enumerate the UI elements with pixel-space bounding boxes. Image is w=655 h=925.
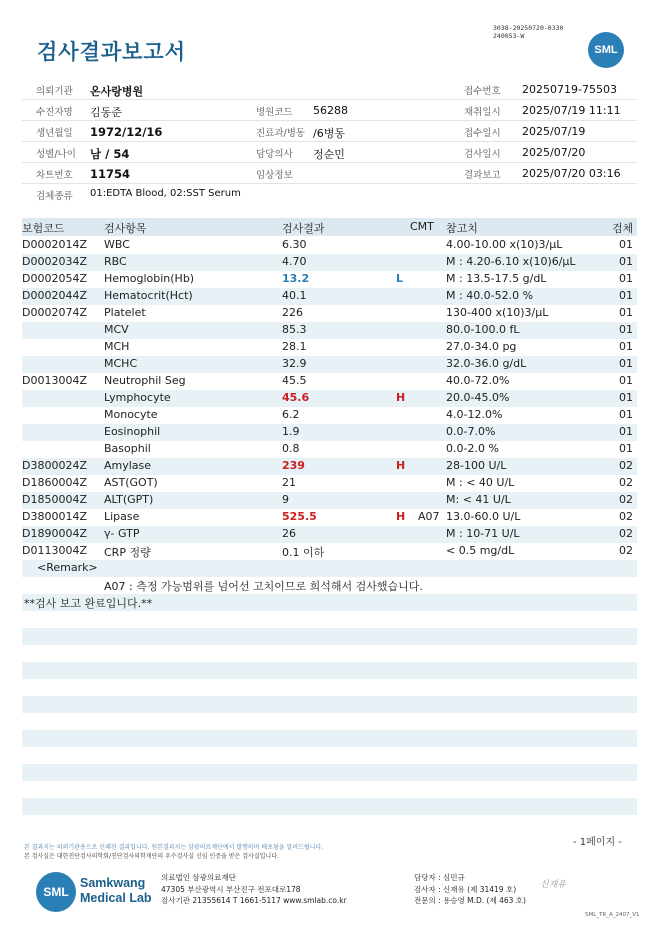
footer-address: 의료법인 삼광의료재단 47305 부산광역시 부산진구 전포대로178 검사기관 21355614 T 1661-5117 www.smlab.co.kr (161, 873, 347, 905)
cell-specimen: 01 (619, 408, 633, 421)
cell-test-name: Basophil (104, 442, 151, 455)
report-datetime: 2025/07/20 03:16 (522, 167, 621, 180)
cell-reference: 0.0-2.0 % (446, 442, 499, 455)
cell-flag: H (396, 459, 406, 472)
footer-staff: 담당자 : 심민규 검사자 : 신재유 (제 31419 호) 전문의 : 용승영 M.D. (제 463 호) (414, 873, 526, 905)
cell-flag: H (396, 391, 406, 404)
col-result: 검사결과 (282, 222, 325, 235)
cell-reference: < 0.5 mg/dL (446, 544, 515, 557)
table-row (22, 305, 637, 322)
department-ward: /6병동 (313, 127, 345, 140)
cell-test-name: CRP 정량 (104, 546, 151, 559)
report-title: 검사결과보고서 (37, 40, 187, 64)
cell-specimen: 01 (619, 425, 633, 438)
cell-result: 525.5 (282, 510, 317, 523)
table-row (22, 254, 637, 271)
cell-reference: M : < 40 U/L (446, 476, 515, 489)
cell-cmt: A07 (418, 510, 440, 523)
cell-test-name: Hemoglobin(Hb) (104, 272, 195, 285)
remark-a07: A07 : 측정 가능범위를 넘어선 고치이므로 희석해서 검사했습니다. (104, 580, 423, 593)
report-complete-text: **검사 보고 완료입니다.** (24, 597, 153, 610)
doctor-name: 정순민 (313, 148, 345, 161)
hospital-code: 56288 (313, 104, 348, 117)
cell-code: D0113004Z (22, 544, 87, 557)
cell-code: D0013004Z (22, 374, 87, 387)
table-row (22, 288, 637, 305)
cell-test-name: ALT(GPT) (104, 493, 154, 506)
table-row (22, 237, 637, 254)
info-row-dob: 생년월일 1972/12/16 진료과/병동 /6병동 접수일시 2025/07/19 (22, 121, 637, 142)
test-date: 2025/07/20 (522, 146, 586, 159)
cell-result: 85.3 (282, 323, 307, 336)
patient-name: 김동준 (90, 106, 122, 119)
blank-row (22, 747, 637, 764)
cell-code: D0002034Z (22, 255, 87, 268)
cell-reference: 80.0-100.0 fL (446, 323, 520, 336)
cell-result: 0.1 이하 (282, 546, 325, 559)
cell-result: 1.9 (282, 425, 300, 438)
form-code: SML_TR_A_2407_V1 (585, 912, 640, 918)
cell-test-name: γ- GTP (104, 527, 140, 540)
cell-test-name: Platelet (104, 306, 146, 319)
cell-code: D1890004Z (22, 527, 87, 540)
blank-row (22, 764, 637, 781)
hospital-name: 온사랑병원 (90, 85, 144, 98)
remark-title: <Remark> (37, 561, 98, 574)
table-row (22, 441, 637, 458)
cell-test-name: AST(GOT) (104, 476, 158, 489)
cell-specimen: 01 (619, 442, 633, 455)
cell-reference: 13.0-60.0 U/L (446, 510, 521, 523)
blank-row (22, 730, 637, 747)
table-row (22, 424, 637, 441)
cell-result: 239 (282, 459, 305, 472)
col-reference: 참고치 (446, 222, 478, 235)
blank-row (22, 781, 637, 798)
cell-specimen: 02 (619, 459, 633, 472)
cell-code: D0002044Z (22, 289, 87, 302)
cell-reference: M : 13.5-17.5 g/dL (446, 272, 547, 285)
cell-code: D0002074Z (22, 306, 87, 319)
cell-specimen: 02 (619, 510, 633, 523)
cell-test-name: Neutrophil Seg (104, 374, 186, 387)
cell-specimen: 02 (619, 527, 633, 540)
cell-reference: 0.0-7.0% (446, 425, 496, 438)
blank-row (22, 679, 637, 696)
table-row (22, 509, 637, 526)
table-row (22, 526, 637, 543)
blank-row (22, 696, 637, 713)
table-row (22, 492, 637, 509)
cell-result: 226 (282, 306, 303, 319)
sml-logo-icon: SML (588, 32, 624, 68)
blank-row (22, 713, 637, 730)
cell-specimen: 01 (619, 323, 633, 336)
cell-result: 32.9 (282, 357, 307, 370)
disclaimer-certified: 본 검사실은 대한진단검사의학회/진단검사의학재단의 우수검사실 신임 인증을 받은 검사실입니다. (24, 853, 279, 860)
cell-flag: H (396, 510, 406, 523)
table-row (22, 407, 637, 424)
cell-code: D3800014Z (22, 510, 87, 523)
cell-code: D1850004Z (22, 493, 87, 506)
collect-datetime: 2025/07/19 11:11 (522, 104, 621, 117)
info-row-specimen: 검체종류 01:EDTA Blood, 02:SST Serum (36, 188, 241, 202)
blank-row (22, 645, 637, 662)
cell-test-name: Amylase (104, 459, 152, 472)
col-code: 보험코드 (22, 222, 65, 235)
cell-reference: 4.0-12.0% (446, 408, 503, 421)
cell-reference: M : 40.0-52.0 % (446, 289, 534, 302)
cell-result: 13.2 (282, 272, 310, 285)
samkwang-logo-icon: SML (36, 872, 76, 912)
results-table-header (22, 218, 637, 236)
cell-specimen: 01 (619, 374, 633, 387)
cell-test-name: MCV (104, 323, 129, 336)
info-row-name: 수진자명 김동준 병원코드 56288 채취일시 2025/07/19 11:11 (22, 100, 637, 121)
cell-reference: 28-100 U/L (446, 459, 507, 472)
cell-result: 28.1 (282, 340, 307, 353)
page-number: - 1페이지 - (573, 837, 622, 848)
table-row (22, 543, 637, 560)
cell-reference: 32.0-36.0 g/dL (446, 357, 527, 370)
col-test-name: 검사항목 (104, 222, 147, 235)
blank-row (22, 628, 637, 645)
examiner-signature: 신재유 (540, 880, 567, 890)
cell-test-name: WBC (104, 238, 130, 251)
cell-result: 21 (282, 476, 296, 489)
cell-specimen: 01 (619, 238, 633, 251)
cell-specimen: 02 (619, 544, 633, 557)
blank-row (22, 798, 637, 815)
info-row-hospital: 의뢰기관 온사랑병원 접수번호 20250719-75503 (22, 79, 637, 100)
cell-code: D0002014Z (22, 238, 87, 251)
cell-code: D0002054Z (22, 272, 87, 285)
cell-reference: 27.0-34.0 pg (446, 340, 517, 353)
table-row (22, 458, 637, 475)
receipt-number: 20250719-75503 (522, 83, 617, 96)
cell-result: 0.8 (282, 442, 300, 455)
info-row-sex: 성별/나이 남 / 54 담당의사 정순민 검사일시 2025/07/20 (22, 142, 637, 163)
cell-specimen: 01 (619, 357, 633, 370)
cell-result: 40.1 (282, 289, 307, 302)
table-row (22, 271, 637, 288)
footer-brand: Samkwang Medical Lab (80, 876, 152, 905)
cell-test-name: RBC (104, 255, 127, 268)
cell-specimen: 01 (619, 306, 633, 319)
chart-number: 11754 (90, 167, 131, 181)
cell-test-name: Lipase (104, 510, 140, 523)
cell-code: D3800024Z (22, 459, 87, 472)
cell-result: 26 (282, 527, 296, 540)
specimen-types: 01:EDTA Blood, 02:SST Serum (90, 188, 241, 199)
cell-reference: M: < 41 U/L (446, 493, 511, 506)
blank-row (22, 560, 637, 577)
cell-test-name: MCHC (104, 357, 138, 370)
cell-reference: 20.0-45.0% (446, 391, 510, 404)
birth-date: 1972/12/16 (90, 125, 163, 139)
cell-flag: L (396, 272, 404, 285)
cell-specimen: 01 (619, 391, 633, 404)
cell-result: 45.6 (282, 391, 310, 404)
received-date: 2025/07/19 (522, 125, 586, 138)
sex-age: 남 / 54 (90, 147, 130, 161)
table-row (22, 339, 637, 356)
cell-test-name: Lymphocyte (104, 391, 171, 404)
table-row (22, 322, 637, 339)
cell-reference: 4.00-10.00 x(10)3/μL (446, 238, 563, 251)
cell-specimen: 01 (619, 340, 633, 353)
cell-specimen: 01 (619, 289, 633, 302)
cell-reference: M : 10-71 U/L (446, 527, 520, 540)
cell-specimen: 02 (619, 493, 633, 506)
cell-code: D1860004Z (22, 476, 87, 489)
cell-result: 9 (282, 493, 289, 506)
cell-specimen: 02 (619, 476, 633, 489)
cell-test-name: MCH (104, 340, 130, 353)
cell-test-name: Eosinophil (104, 425, 161, 438)
cell-reference: 40.0-72.0% (446, 374, 510, 387)
blank-row (22, 611, 637, 628)
cell-result: 4.70 (282, 255, 307, 268)
disclaimer-original: 본 결과지는 의뢰기관용으로 인쇄된 결과입니다. 원본결과지는 삼광의료재단에서 발행하며 배포됨을 알려드립니다. (24, 844, 324, 851)
cell-specimen: 01 (619, 272, 633, 285)
blank-row (22, 662, 637, 679)
cell-test-name: Monocyte (104, 408, 158, 421)
table-row (22, 373, 637, 390)
col-specimen: 검체 (612, 222, 634, 235)
cell-result: 6.2 (282, 408, 300, 421)
cell-specimen: 01 (619, 255, 633, 268)
cell-result: 45.5 (282, 374, 307, 387)
cell-reference: M : 4.20-6.10 x(10)6/μL (446, 255, 576, 268)
cell-result: 6.30 (282, 238, 307, 251)
cell-reference: 130-400 x(10)3/μL (446, 306, 549, 319)
cell-test-name: Hematocrit(Hct) (104, 289, 193, 302)
table-row (22, 390, 637, 407)
info-row-chart: 차트번호 11754 임상정보 결과보고 2025/07/20 03:16 (22, 163, 637, 184)
col-cmt: CMT (410, 220, 434, 233)
document-id: 3038-20250720-0330 240053-W (493, 24, 564, 40)
table-row (22, 475, 637, 492)
table-row (22, 356, 637, 373)
